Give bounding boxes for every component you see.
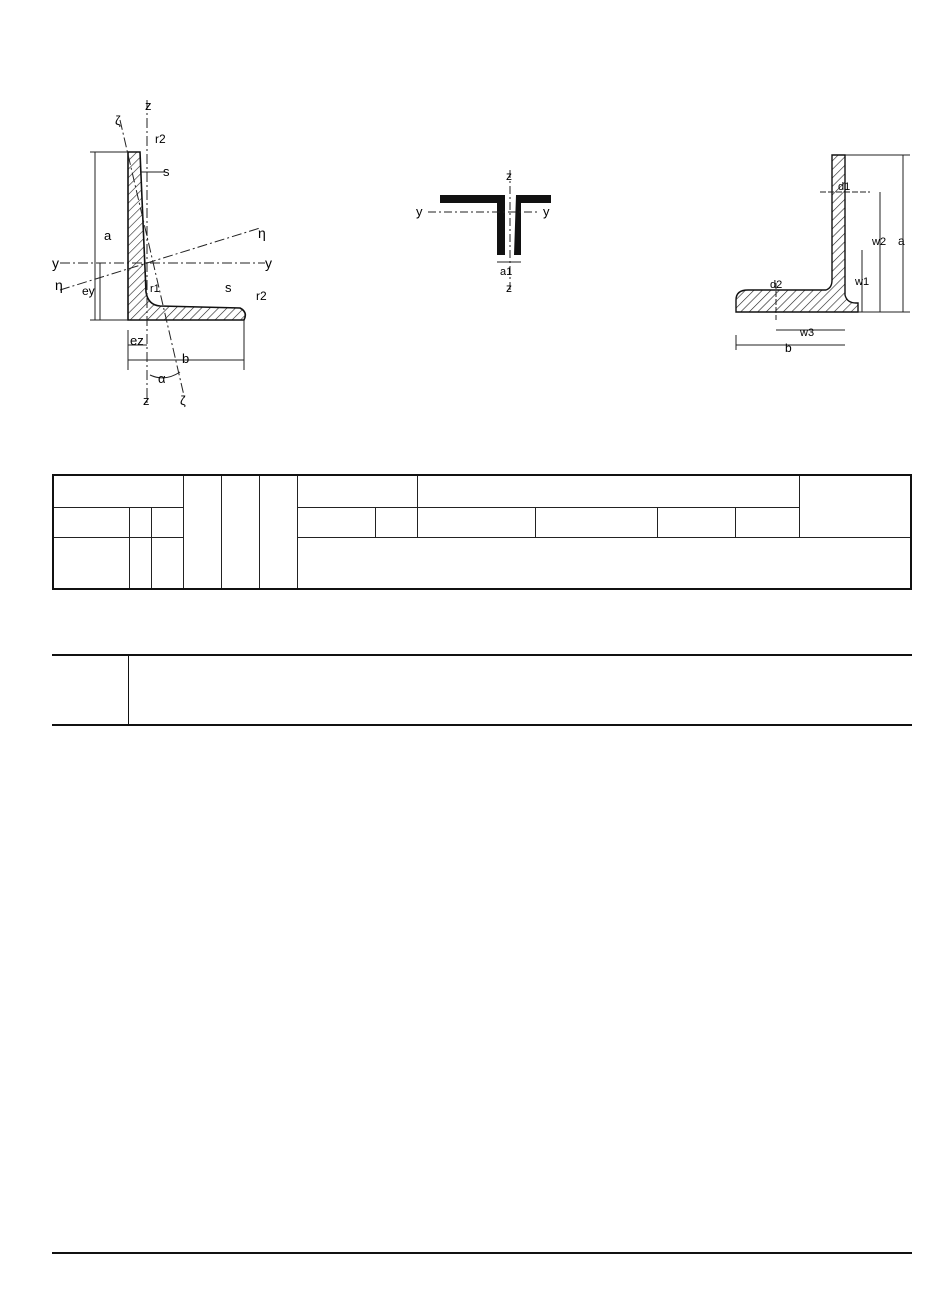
label-r2-top: r2 [155, 132, 166, 146]
label-w3: w3 [800, 327, 815, 339]
header-lage [297, 475, 417, 507]
label-a-right: a [898, 234, 905, 248]
cross-section-diagrams [0, 0, 950, 470]
label-b-right: b [785, 341, 792, 355]
double-angle-diagram [416, 169, 551, 295]
header-schenkel [799, 475, 911, 537]
header-yy [417, 507, 535, 537]
label-y-mid-right: y [543, 204, 550, 219]
label-eta-right: η [258, 225, 266, 241]
label-y-mid-left: y [416, 204, 423, 219]
label-zeta-top: ζ [115, 113, 121, 128]
label-y-right: y [265, 255, 272, 271]
header-r1 [129, 507, 151, 537]
label-zeta-bottom: ζ [180, 393, 186, 408]
hole-layout-diagram [736, 155, 910, 355]
data-rows [52, 724, 912, 1254]
label-z-mid-top: z [506, 169, 512, 183]
label-y-left: y [52, 255, 59, 271]
header-achse [375, 507, 417, 537]
label-z-top: z [145, 98, 152, 113]
units-row [52, 536, 912, 590]
label-r2-right: r2 [256, 289, 267, 303]
header-abstaende [297, 507, 375, 537]
header-zz [535, 507, 657, 537]
l-profile-diagram [52, 98, 272, 408]
header-etaeta [657, 507, 735, 537]
label-eta-left: η [55, 277, 63, 293]
label-w1: w1 [855, 276, 870, 288]
label-ez: ez [130, 333, 144, 348]
label-a: a [104, 228, 112, 243]
label-d1: d1 [838, 181, 851, 193]
header-masse [53, 475, 183, 507]
label-alpha: α [158, 371, 166, 386]
label-w2: w2 [872, 236, 887, 248]
label-a1: a1 [500, 266, 513, 278]
label-s-top: s [163, 164, 170, 179]
header-zetazeta [735, 507, 799, 537]
header-r2 [151, 507, 183, 537]
label-ey: ey [82, 284, 95, 298]
header-biege [417, 475, 799, 507]
alt-symbol-row [52, 592, 912, 650]
label-d2: d2 [770, 279, 783, 291]
header-abs [53, 507, 129, 537]
label-b: b [182, 351, 190, 366]
label-s-right: s [225, 280, 232, 295]
label-r1: r1 [150, 283, 160, 295]
label-z-bottom: z [143, 393, 150, 408]
label-z-mid-bottom: z [506, 281, 512, 295]
standard-section [52, 654, 912, 726]
